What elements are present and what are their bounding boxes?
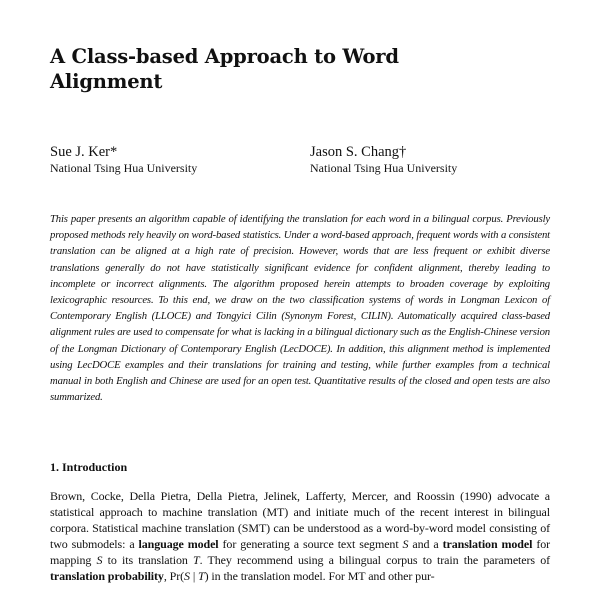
text-run: and a xyxy=(408,536,443,551)
title-line-2: Alignment xyxy=(50,70,163,93)
text-run: to its translation xyxy=(102,552,194,567)
author-block-1 xyxy=(50,143,197,176)
variable-t: T xyxy=(198,568,205,583)
author-name: Jason S. Chang† xyxy=(310,144,407,160)
text-run: ) in the translation model. For MT and other pur- xyxy=(204,568,435,583)
introduction-paragraph xyxy=(50,489,550,584)
section-heading: 1. Introduction xyxy=(50,460,128,474)
author-block-2 xyxy=(310,143,457,176)
variable-s: S xyxy=(184,568,190,583)
text-run: , Pr( xyxy=(163,568,185,583)
text-run: | xyxy=(189,568,199,583)
variable-s: S xyxy=(96,552,103,567)
term-translation-model: translation model xyxy=(442,536,533,551)
abstract-paragraph: This paper presents an algorithm capable of identifying the translation for each word in a bilingual corpus. Previously proposed methods rely heavily on word-based statistics. Under a word-based approach, frequent words with a consistent translation can be aligned at a high rate of precision. However, words that are less frequent or exhibit diverse translations generally do not have statistically significant evidence for confident alignment, thereby leading to incomplete or incorrect alignments. The algorithm proposed herein attempts to broaden coverage by exploiting lexicographic resources. To this end, we draw on the two classification systems of words in Longman Lexicon of Contemporary English (LLOCE) and Tongyici Cilin (Synonym Forest, CILIN). Automatically acquired class-based alignment rules are used to compensate for what is lacking in a bilingual dictionary such as the English-Chinese version of the Longman Dictionary of Contemporary English (LecDOCE). In addition, this alignment method is implemented using LecDOCE examples and their translations for training and testing, while further examples from a technical manual in both English and Chinese are used for an open test. Quantitative results of the closed and open tests are also summarized. xyxy=(50,213,550,404)
text-run: for generating a source text segment xyxy=(218,536,403,551)
author-affiliation: National Tsing Hua University xyxy=(50,161,198,175)
text-run: . They recommend using a bilingual corpus to train the parameters of xyxy=(199,552,550,567)
variable-t: T xyxy=(193,552,200,567)
term-translation-probability: translation probability xyxy=(50,568,164,583)
term-language-model: language model xyxy=(138,536,219,551)
paper-title xyxy=(50,44,470,94)
variable-s: S xyxy=(402,536,409,551)
text-run: Brown, Cocke, Della Pietra, Della Pietra, Jelinek, Lafferty, Mercer, and Roossin (1990) advocate a statistical approach to machine translation (MT) and initiate much of the recent interest in bilingual corpora. Statistical machine translation (SMT) can be understood as a word-by-word model consisting of two submodels: a xyxy=(50,489,550,551)
author-name: Sue J. Ker* xyxy=(50,144,118,160)
text-run: for mapping xyxy=(50,536,551,567)
title-line-1: A Class-based Approach to Word xyxy=(50,45,399,68)
author-affiliation: National Tsing Hua University xyxy=(310,161,458,175)
